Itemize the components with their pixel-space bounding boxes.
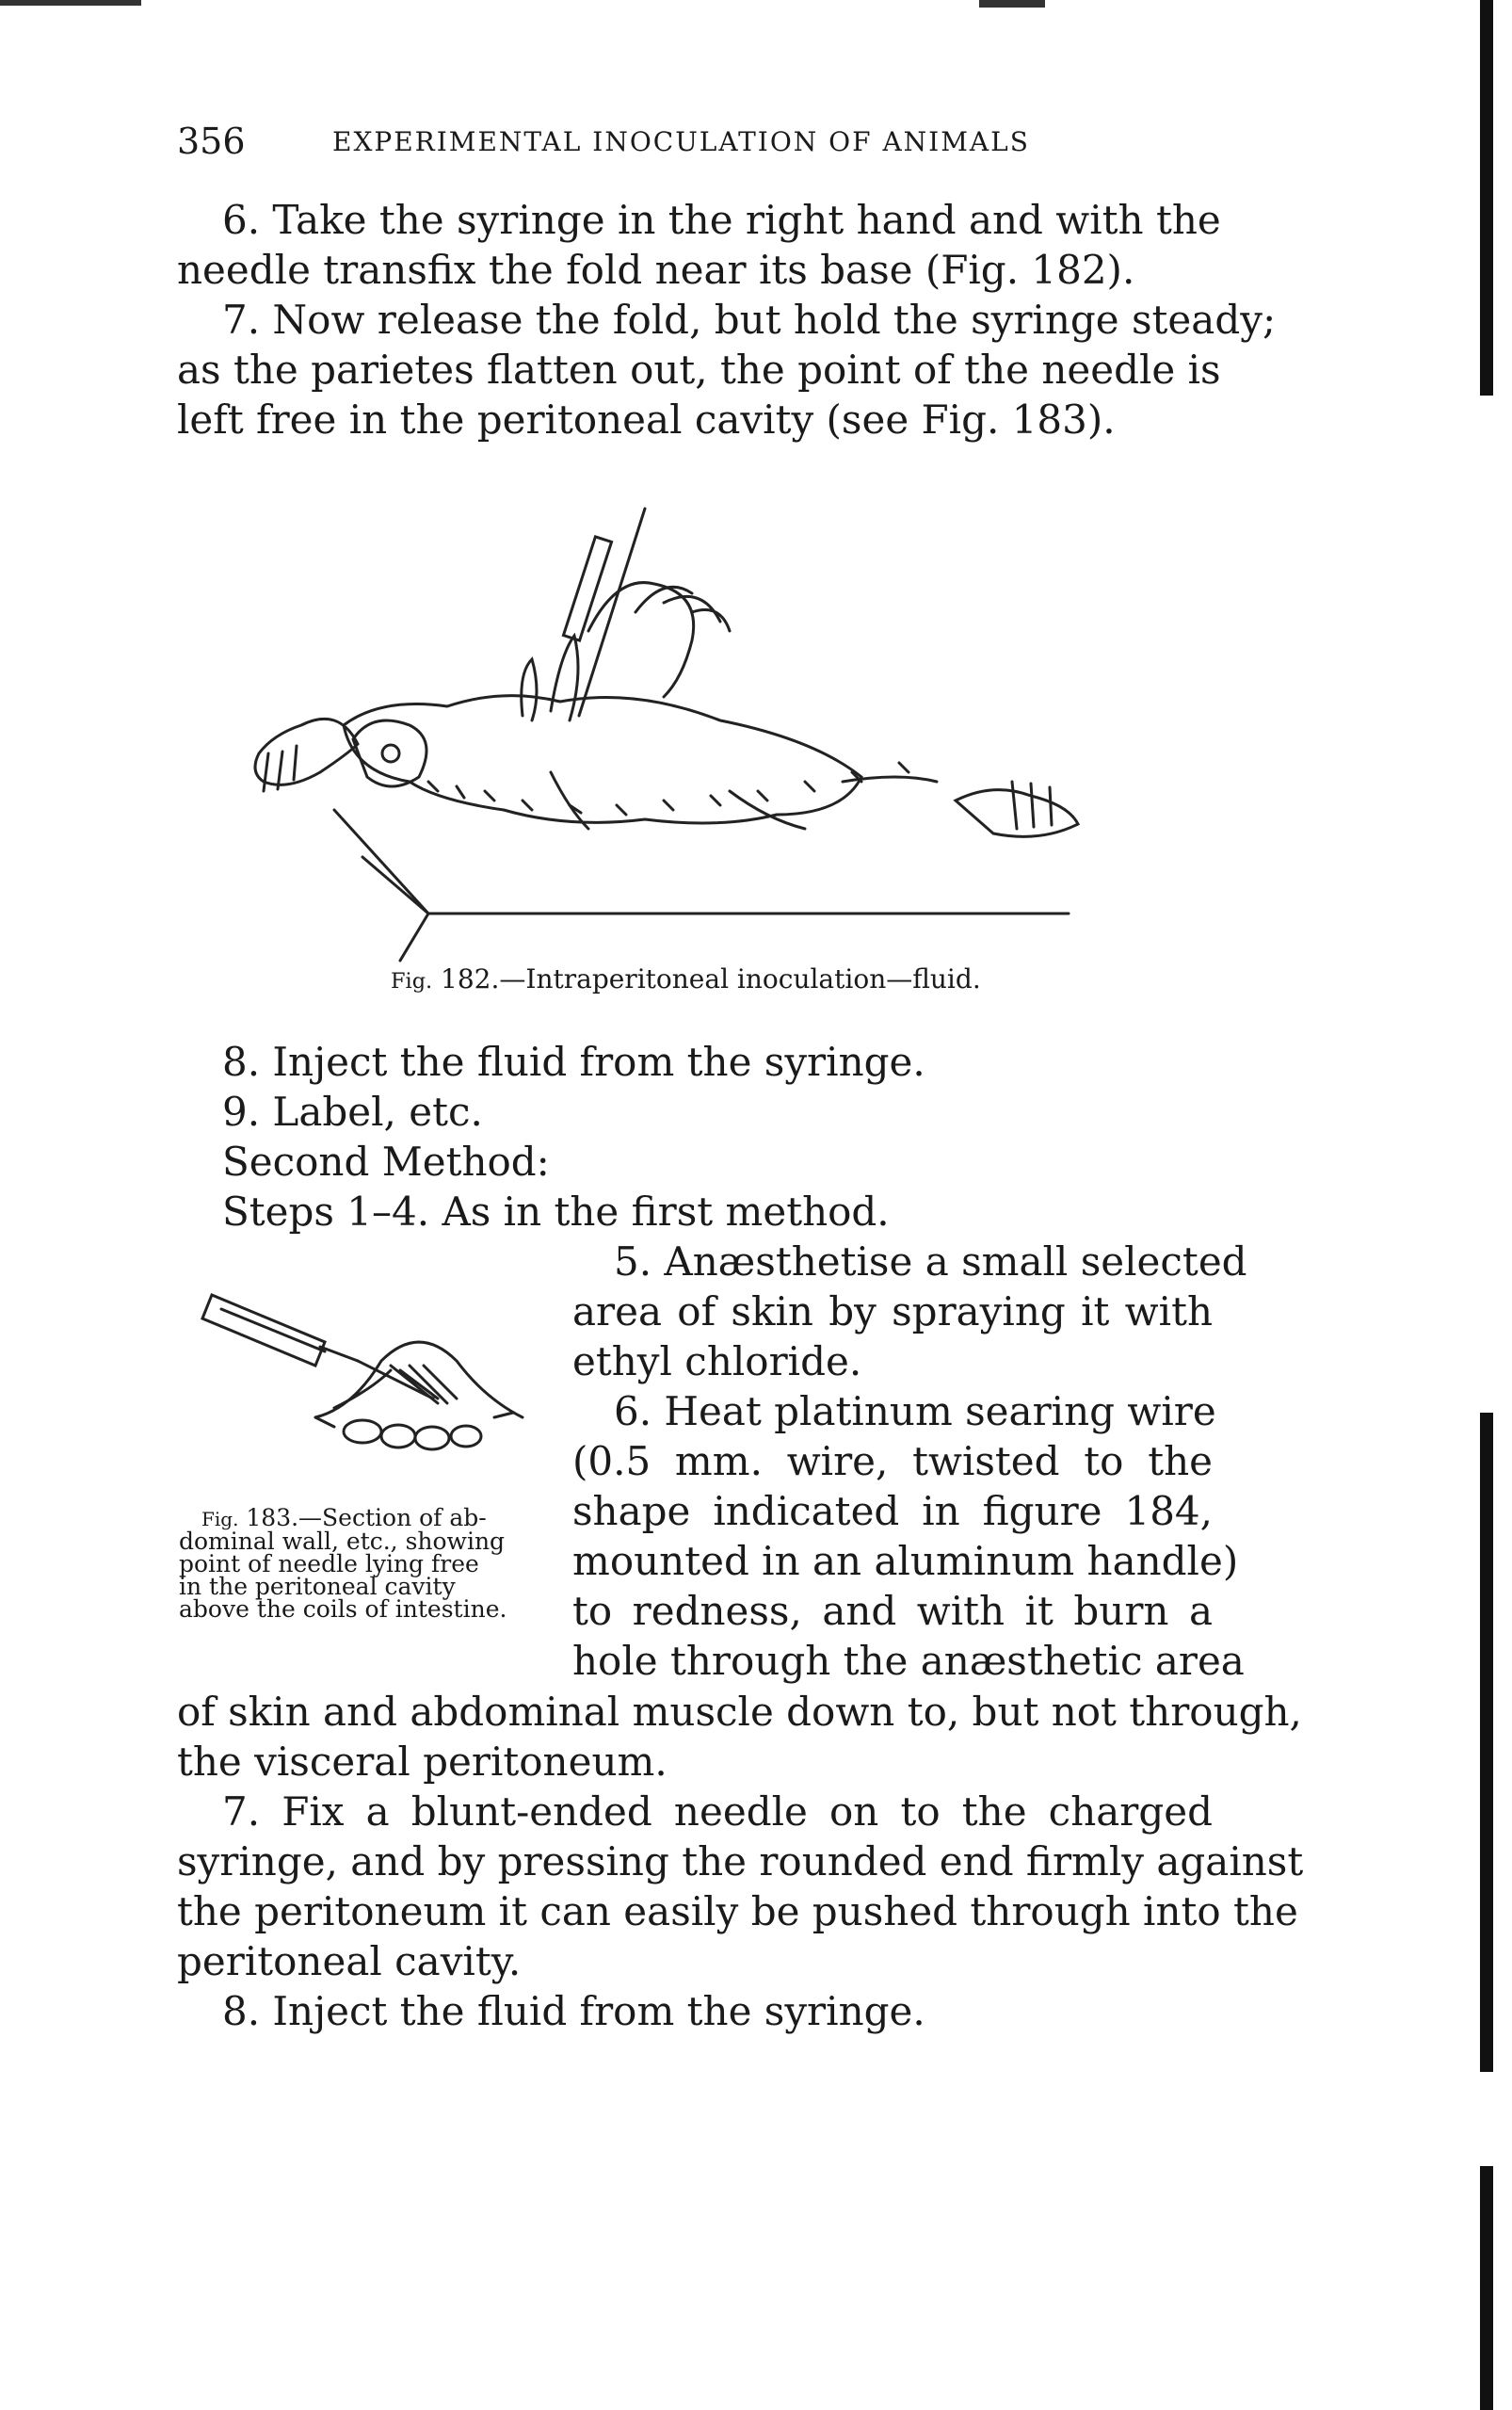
wrapped-line-6: shape indicated in figure 184, — [572, 1488, 1213, 1534]
syringe-barrel — [202, 1295, 325, 1366]
figure-183-caption-line-5: above the coils of intestine. — [179, 1595, 507, 1623]
figure-183-caption — [179, 1504, 555, 1623]
wrapped-line-9: hole through the anæsthetic area — [572, 1638, 1245, 1684]
figure-183-caption-line-1: 183.—Section of ab- — [238, 1504, 487, 1531]
figure-182-caption-text: 182.—Intraperitoneal inoculation—fluid. — [432, 963, 981, 995]
p7-line-2: as the parietes flatten out, the point of the needle is — [177, 347, 1221, 393]
steps-1-4: Steps 1–4. As in the first method. — [222, 1189, 890, 1235]
page-header — [177, 121, 1213, 166]
bottom-line-1: of skin and abdominal muscle down to, but not through, — [177, 1689, 1302, 1735]
wrapped-line-1: 5. Anæsthetise a small selected — [614, 1238, 1247, 1285]
p6-line-1: 6. Take the syringe in the right hand and with the — [222, 197, 1221, 243]
figure-183-caption-line-4: in the peritoneal cavity — [179, 1573, 456, 1600]
wrapped-line-3: ethyl chloride. — [572, 1338, 862, 1384]
figure-182-label: Fig. — [391, 969, 433, 994]
bottom-line-7: 8. Inject the fluid from the syringe. — [222, 1988, 925, 2034]
p7-line-1: 7. Now release the fold, but hold the syringe steady; — [222, 297, 1277, 343]
bottom-line-5: the peritoneum it can easily be pushed through into the — [177, 1888, 1298, 1934]
syringe-barrel — [563, 537, 611, 640]
scan-edge-bottom — [1480, 2166, 1493, 2410]
scan-edge-middle — [1480, 1413, 1493, 2072]
scan-mark-top-left — [0, 0, 141, 6]
intestine-coil — [344, 1420, 381, 1443]
second-method-heading: Second Method: — [222, 1139, 550, 1185]
figure-183-caption-line-2: dominal wall, etc., showing — [179, 1528, 506, 1555]
step-8: 8. Inject the fluid from the syringe. — [222, 1039, 925, 1085]
bottom-line-6: peritoneal cavity. — [177, 1938, 522, 1984]
figure-183-label: Fig. — [201, 1508, 239, 1530]
scan-edge-top — [1480, 0, 1493, 396]
table-edge-left — [334, 810, 428, 914]
bottom-line-2: the visceral peritoneum. — [177, 1739, 668, 1785]
scan-mark-top-center — [979, 0, 1045, 8]
figure-182-caption — [391, 963, 981, 995]
running-head: EXPERIMENTAL INOCULATION OF ANIMALS — [332, 126, 1030, 157]
wrapped-line-5: (0.5 mm. wire, twisted to the — [572, 1438, 1213, 1484]
page-number: 356 — [177, 121, 246, 162]
bottom-line-3: 7. Fix a blunt-ended needle on to the charged — [222, 1788, 1213, 1835]
p6-line-2: needle transfix the fold near its base (Fig. 182). — [177, 247, 1135, 293]
rabbit-body — [344, 696, 861, 823]
wrapped-line-4: 6. Heat platinum searing wire — [614, 1388, 1216, 1434]
wrapped-line-8: to redness, and with it burn a — [572, 1588, 1213, 1634]
abdominal-wall — [315, 1342, 523, 1417]
wrapped-line-7: mounted in an aluminum handle) — [572, 1538, 1239, 1584]
bottom-line-4: syringe, and by pressing the rounded end firmly against — [177, 1838, 1304, 1884]
figure-183-caption-line-3: point of needle lying free — [179, 1550, 479, 1577]
p7-line-3: left free in the peritoneal cavity (see Fig. 183). — [177, 396, 1116, 443]
step-9: 9. Label, etc. — [222, 1089, 483, 1135]
wrapped-line-2: area of skin by spraying it with — [572, 1288, 1213, 1334]
rabbit-ear — [551, 636, 578, 720]
figure-183-illustration — [193, 1276, 551, 1488]
left-hand — [255, 719, 358, 784]
figure-182-illustration — [240, 499, 1182, 979]
